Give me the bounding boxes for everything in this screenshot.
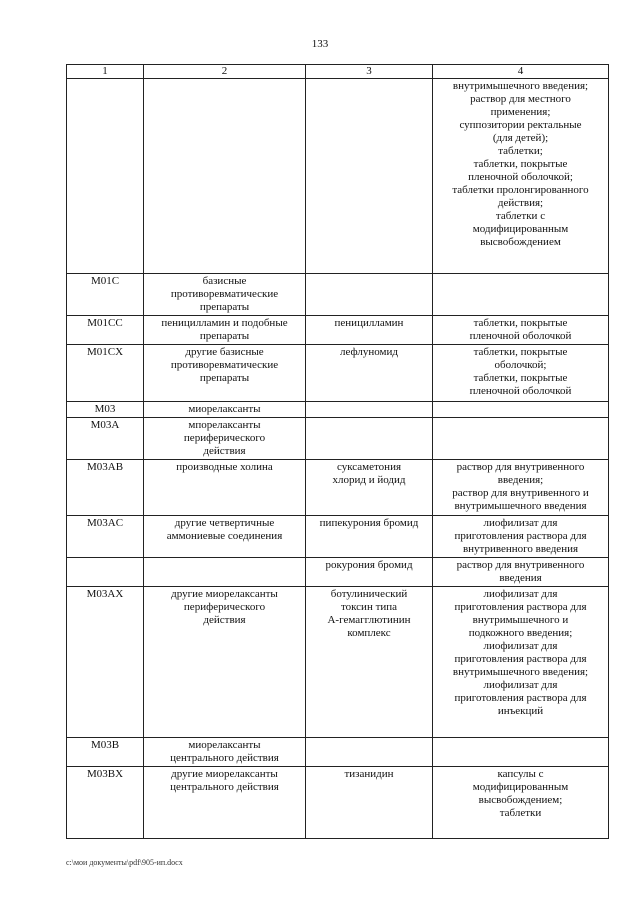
substance-cell	[306, 738, 433, 767]
drug-table	[66, 64, 609, 839]
table-row	[67, 460, 609, 516]
footer-file-path: c:\мои документы\pdf\905-ип.docx	[66, 858, 183, 867]
dosage-form-line: таблетки с	[495, 210, 546, 222]
dosage-form-line: высвобождением;	[478, 794, 563, 806]
dosage-form-cell	[433, 402, 609, 418]
group-line: препараты	[199, 372, 250, 384]
dosage-form-cell	[433, 767, 609, 839]
substance-line: тизанидин	[344, 768, 394, 780]
substance-line: пипекурония бромид	[319, 517, 419, 529]
atc-code-cell: M01CC	[67, 316, 144, 345]
atc-code-cell: M01CX	[67, 345, 144, 402]
dosage-form-line: введения	[499, 572, 542, 584]
table-row	[67, 738, 609, 767]
atc-code-cell: M03B	[67, 738, 144, 767]
table-header-row	[67, 65, 609, 79]
dosage-form-line: лиофилизат для	[483, 679, 558, 691]
dosage-form-line: раствор для внутривенного и	[452, 487, 589, 499]
dosage-form-line: лиофилизат для	[483, 588, 558, 600]
group-line: противоревматические	[170, 359, 279, 371]
dosage-form-cell	[433, 587, 609, 738]
dosage-form-line: лиофилизат для	[483, 517, 558, 529]
group-name-cell	[144, 418, 306, 460]
atc-code-cell: M01C	[67, 274, 144, 316]
group-name-cell	[144, 587, 306, 738]
column-header: 2	[144, 65, 306, 79]
substance-cell	[306, 402, 433, 418]
atc-code-cell: M03	[67, 402, 144, 418]
dosage-form-line: модифицированным	[472, 223, 569, 235]
dosage-form-line: раствор для местного	[470, 93, 571, 105]
dosage-form-cell	[433, 516, 609, 558]
group-name-cell	[144, 402, 306, 418]
table-row	[67, 558, 609, 587]
substance-line: комплекс	[347, 627, 391, 639]
substance-cell	[306, 587, 433, 738]
group-name-cell	[144, 79, 306, 274]
group-name-cell	[144, 767, 306, 839]
substance-line: хлорид и йодид	[332, 474, 406, 486]
group-name-cell	[144, 558, 306, 587]
substance-line: пеницилламин	[334, 317, 404, 329]
group-name-cell	[144, 738, 306, 767]
substance-cell	[306, 316, 433, 345]
dosage-form-line: введения;	[497, 474, 544, 486]
substance-line: А-гемагглютинин	[327, 614, 411, 626]
substance-line: ботулинический	[330, 588, 408, 600]
dosage-form-cell	[433, 316, 609, 345]
table-row	[67, 587, 609, 738]
dosage-form-cell	[433, 345, 609, 402]
dosage-form-cell	[433, 274, 609, 316]
dosage-form-line: таблетки, покрытые	[473, 317, 568, 329]
dosage-form-line: приготовления раствора для	[454, 692, 587, 704]
dosage-form-line: таблетки, покрытые	[473, 346, 568, 358]
table-row	[67, 345, 609, 402]
group-line: другие миорелаксанты	[171, 588, 278, 600]
dosage-form-line: пленочной оболочкой;	[468, 171, 573, 183]
table-row	[67, 274, 609, 316]
dosage-form-line: таблетки, покрытые	[473, 158, 568, 170]
dosage-form-line: таблетки, покрытые	[473, 372, 568, 384]
substance-line: суксаметония	[336, 461, 402, 473]
substance-cell	[306, 767, 433, 839]
dosage-form-line: приготовления раствора для	[454, 530, 587, 542]
dosage-form-line: пленочной оболочкой	[469, 385, 572, 397]
table-row	[67, 316, 609, 345]
dosage-form-line: внутримышечного введения	[454, 500, 587, 512]
table-body	[67, 79, 609, 839]
dosage-form-line: таблетки пролонгированного	[452, 184, 589, 196]
substance-cell	[306, 345, 433, 402]
substance-line: рокурония бромид	[325, 559, 413, 571]
dosage-form-line: оболочкой;	[494, 359, 547, 371]
dosage-form-line: применения;	[490, 106, 551, 118]
group-line: периферического	[183, 432, 266, 444]
group-line: действия	[203, 614, 246, 626]
substance-cell	[306, 274, 433, 316]
table-row	[67, 79, 609, 274]
group-line: центрального действия	[170, 752, 279, 764]
column-header: 4	[433, 65, 609, 79]
dosage-form-line: пленочной оболочкой	[469, 330, 572, 342]
dosage-form-line: суппозитории ректальные	[459, 119, 582, 131]
dosage-form-line: внутримышечного и	[472, 614, 569, 626]
substance-cell	[306, 460, 433, 516]
dosage-form-line: подкожного введения;	[468, 627, 573, 639]
dosage-form-line: лиофилизат для	[483, 640, 558, 652]
table-row	[67, 516, 609, 558]
group-line: действия	[203, 445, 246, 457]
dosage-form-cell	[433, 460, 609, 516]
dosage-form-line: действия;	[497, 197, 544, 209]
table-row	[67, 418, 609, 460]
dosage-form-line: инъекций	[497, 705, 544, 717]
dosage-form-cell	[433, 418, 609, 460]
atc-code-cell	[67, 558, 144, 587]
dosage-form-cell	[433, 79, 609, 274]
dosage-form-line: приготовления раствора для	[454, 601, 587, 613]
dosage-form-line: приготовления раствора для	[454, 653, 587, 665]
group-line: базисные	[202, 275, 247, 287]
dosage-form-line: высвобождением	[480, 236, 561, 248]
group-line: периферического	[183, 601, 266, 613]
group-name-cell	[144, 274, 306, 316]
atc-code-cell: M03A	[67, 418, 144, 460]
substance-line: токсин типа	[340, 601, 398, 613]
dosage-form-line: внутривенного введения	[462, 543, 579, 555]
dosage-form-line: раствор для внутривенного	[456, 559, 585, 571]
group-line: мпорелаксанты	[188, 419, 261, 431]
dosage-form-line: внутримышечного введения;	[452, 80, 589, 92]
atc-code-cell: M03AB	[67, 460, 144, 516]
dosage-form-line: капсулы с	[497, 768, 544, 780]
group-line: препараты	[199, 301, 250, 313]
substance-cell	[306, 79, 433, 274]
substance-cell	[306, 516, 433, 558]
group-line: миорелаксанты	[188, 739, 261, 751]
group-line: другие базисные	[185, 346, 264, 358]
atc-code-cell: M03AX	[67, 587, 144, 738]
group-name-cell	[144, 316, 306, 345]
atc-code-cell: M03BX	[67, 767, 144, 839]
dosage-form-line: таблетки;	[498, 145, 543, 157]
column-header: 3	[306, 65, 433, 79]
dosage-form-line: модифицированным	[472, 781, 569, 793]
column-header: 1	[67, 65, 144, 79]
dosage-form-line: таблетки	[499, 807, 542, 819]
group-line: другие четвертичные	[174, 517, 275, 529]
group-name-cell	[144, 345, 306, 402]
group-line: пеницилламин и подобные	[161, 317, 288, 329]
dosage-form-line: раствор для внутривенного	[456, 461, 585, 473]
group-line: противоревматические	[170, 288, 279, 300]
dosage-form-cell	[433, 558, 609, 587]
atc-code-cell	[67, 79, 144, 274]
dosage-form-line: внутримышечного введения;	[452, 666, 589, 678]
group-line: производные холина	[176, 461, 273, 473]
page-number: 133	[311, 38, 329, 50]
group-name-cell	[144, 460, 306, 516]
dosage-form-line: (для детей);	[492, 132, 549, 144]
atc-code-cell: M03AC	[67, 516, 144, 558]
group-line: препараты	[199, 330, 250, 342]
substance-line: лефлуномид	[340, 346, 398, 358]
dosage-form-cell	[433, 738, 609, 767]
table-row	[67, 767, 609, 839]
table-row	[67, 402, 609, 418]
substance-cell	[306, 418, 433, 460]
group-line: аммониевые соединения	[166, 530, 283, 542]
group-line: другие миорелаксанты	[171, 768, 278, 780]
group-name-cell	[144, 516, 306, 558]
group-line: миорелаксанты	[188, 403, 261, 415]
substance-cell	[306, 558, 433, 587]
group-line: центрального действия	[170, 781, 279, 793]
